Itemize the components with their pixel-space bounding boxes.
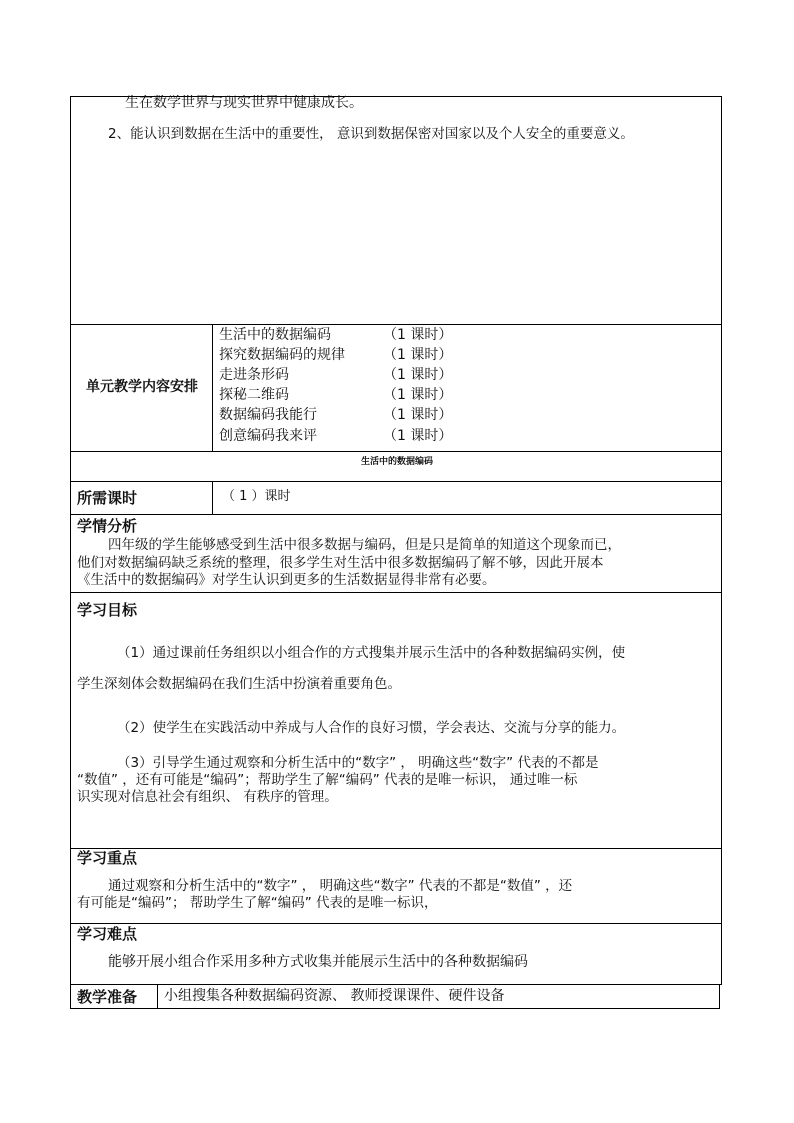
row-divider [70, 848, 722, 849]
objective-1-line1: （1）通过课前任务组织以小组合作的方式搜集并展示生活中的各种数据编码实例，使 [117, 645, 626, 661]
key-points-heading: 学习重点 [77, 849, 138, 867]
learner-analysis-line3: 《生活中的数据编码》对学生认识到更多的生活数据显得非常有必要。 [77, 572, 496, 588]
row-divider [70, 451, 722, 452]
objective-3-line1: （3）引导学生通过观察和分析生活中的“数字” ， 明确这些“数字” 代表的不都是 [117, 755, 599, 771]
goals-continuation-line2: 2、能认识到数据在生活中的重要性， 意识到数据保密对国家以及个人安全的重要意义。 [108, 126, 634, 142]
table-border-bottom [70, 1008, 720, 1009]
column-divider [212, 481, 213, 514]
goals-continuation-line1: 生在数学世界与现实世界中健康成长。 [125, 95, 363, 111]
preparation-value: 小组搜集各种数据编码资源、 教师授课课件、硬件设备 [164, 988, 505, 1004]
unit-item-title: 探秘二维码 [219, 387, 289, 403]
key-points-line1: 通过观察和分析生活中的“数字” ， 明确这些“数字” 代表的不都是“数值” ，还 [108, 878, 573, 894]
objective-1-line2: 学生深刻体会数据编码在我们生活中扮演着重要角色。 [77, 676, 401, 692]
learning-objectives-heading: 学习目标 [77, 601, 138, 619]
table-border-right [721, 96, 722, 984]
preparation-label: 教学准备 [77, 988, 138, 1006]
unit-item-title: 探究数据编码的规律 [219, 347, 345, 363]
objective-3-line2: “数值” ，还有可能是“编码”；帮助学生了解“编码” 代表的是唯一标识， 通过唯一标 [77, 772, 578, 788]
table-border-right-last [719, 984, 720, 1009]
unit-item-hours: （1 课时） [383, 428, 453, 444]
unit-item-hours: （1 课时） [383, 367, 453, 383]
unit-item-title: 创意编码我来评 [219, 428, 317, 444]
row-divider [70, 984, 722, 985]
column-divider [212, 324, 213, 451]
learner-analysis-line2: 他们对数据编码缺乏系统的整理，很多学生对生活中很多数据编码了解不够，因此开展本 [77, 555, 604, 571]
learner-analysis-heading: 学情分析 [77, 517, 138, 535]
unit-item-title: 数据编码我能行 [219, 407, 317, 423]
objective-3-line3: 识实现对信息社会有组织、 有秩序的管理。 [77, 789, 338, 805]
unit-item-hours: （1 课时） [383, 387, 453, 403]
lesson-title: 生活中的数据编码 [360, 457, 433, 467]
difficulties-heading: 学习难点 [77, 925, 138, 943]
key-points-line2: 有可能是“编码”； 帮助学生了解“编码” 代表的是唯一标识， [77, 895, 438, 911]
objective-2: （2）使学生在实践活动中养成与人合作的良好习惯，学会表达、交流与分享的能力。 [117, 720, 626, 736]
row-divider [70, 324, 722, 325]
learner-analysis-line1: 四年级的学生能够感受到生活中很多数据与编码，但是只是简单的知道这个现象而已， [108, 537, 621, 553]
row-divider [70, 514, 722, 515]
unit-item-hours: （1 课时） [383, 327, 453, 343]
required-hours-label: 所需课时 [77, 489, 138, 507]
row-divider [70, 923, 722, 924]
table-border-left [70, 96, 71, 1009]
difficulties-line1: 能够开展小组合作采用多种方式收集并能展示生活中的各种数据编码 [108, 954, 528, 970]
row-divider [70, 592, 722, 593]
required-hours-value: （ 1 ）课时 [222, 489, 291, 504]
row-divider [70, 481, 722, 482]
unit-item-hours: （1 课时） [383, 347, 453, 363]
unit-item-title: 走进条形码 [219, 367, 289, 383]
column-divider [157, 984, 158, 1009]
unit-arrangement-label: 单元教学内容安排 [86, 379, 198, 395]
unit-item-title: 生活中的数据编码 [219, 327, 331, 343]
unit-item-hours: （1 课时） [383, 407, 453, 423]
